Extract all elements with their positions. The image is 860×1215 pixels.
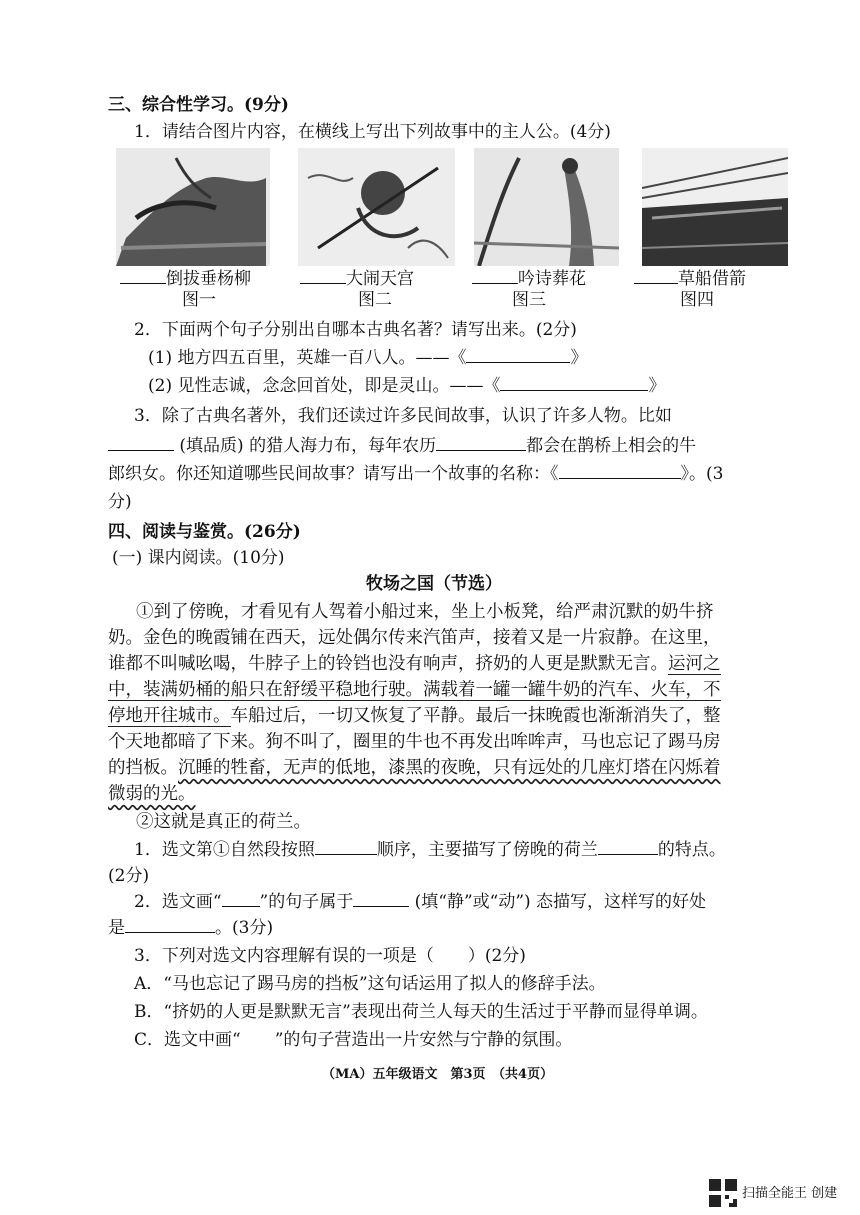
option-b: B．“挤奶的人更是默默无言”表现出荷兰人每天的生活过于平静而显得单调。 (134, 1002, 708, 1022)
answer-blank[interactable] (108, 436, 174, 451)
picture-2 (298, 148, 455, 266)
question-3-3-line2: (填品质) 的猎人海力布，每年农历 都会在鹊桥上相会的牛 (108, 434, 696, 458)
passage-line: 中，装满奶桶的船只在舒缓平稳地行驶。满载着一罐一罐牛奶的汽车、火车，不 (108, 680, 721, 700)
illustration-monkey-king-icon (298, 148, 455, 266)
caption-1-label: 图一 (182, 290, 216, 310)
reading-question-2-line2: 是 。(3分) (108, 918, 274, 938)
passage-line: 微弱的光。 (108, 784, 196, 804)
reading-question-3: 3．下列对选文内容理解有误的一项是（ ）(2分) (134, 946, 526, 966)
answer-blank[interactable] (559, 464, 681, 479)
passage-line: 个天地都暗了下来。狗不叫了，圈里的牛也不再发出哞哞声，马也忘记了踢马房 (108, 732, 721, 752)
reading-question-1-score: (2分) (108, 866, 150, 886)
illustration-burying-flowers-icon (474, 148, 619, 266)
caption-2: 大闹天宫 (300, 268, 414, 290)
question-3-3-line4: 分) (108, 492, 132, 512)
question-3-2: 2．下面两个句子分别出自哪本古典名著？请写出来。(2分) (134, 320, 577, 340)
caption-1: 倒拔垂杨柳 (120, 268, 251, 290)
answer-blank[interactable] (353, 892, 409, 907)
picture-1 (116, 148, 270, 266)
subsection-heading: (一) 课内阅读。(10分) (112, 548, 285, 568)
caption-2-label: 图二 (358, 290, 392, 310)
answer-blank[interactable] (598, 840, 658, 855)
question-3-1: 1．请结合图片内容，在横线上写出下列故事中的主人公。(4分) (134, 122, 611, 142)
answer-blank[interactable] (315, 840, 377, 855)
reading-question-1: 1．选文第①自然段按照 顺序，主要描写了傍晚的荷兰 的特点。 (134, 840, 726, 860)
illustration-straw-boats-icon (642, 148, 788, 266)
scanner-watermark: 扫描全能王 创建 (742, 1186, 838, 1201)
reading-question-2: 2．选文画“ ”的句子属于 (填“静”或“动”) 态描写，这样写的好处 (134, 892, 707, 912)
qr-code-icon (709, 1179, 737, 1207)
picture-3 (474, 148, 619, 266)
option-a: A．“马也忘记了踢马房的挡板”这句话运用了拟人的修辞手法。 (134, 974, 606, 994)
section-4-heading: 四、阅读与鉴赏。(26分) (108, 522, 301, 542)
caption-3-label: 图三 (512, 290, 546, 310)
answer-blank[interactable] (466, 348, 570, 363)
picture-4 (642, 148, 788, 266)
caption-4: 草船借箭 (634, 268, 746, 290)
question-3-2-1: (1) 地方四五百里，英雄一百八人。——《 》 (148, 348, 588, 368)
answer-blank[interactable] (436, 436, 526, 451)
page-footer: （MA）五年级语文 第3页 （共4页） (322, 1067, 554, 1082)
passage-line: ②这就是真正的荷兰。 (136, 812, 311, 832)
question-3-3-line1: 3．除了古典名著外，我们还读过许多民间故事，认识了许多人物。比如 (134, 406, 672, 426)
question-3-2-2: (2) 见性志诚，念念回首处，即是灵山。——《 》 (148, 376, 666, 396)
caption-3: 吟诗葬花 (472, 268, 586, 290)
illustration-willow-icon (116, 148, 270, 266)
passage-line: 奶。金色的晚霞铺在西天，远处偶尔传来汽笛声，接着又是一片寂静。在这里， (108, 628, 721, 648)
section-3-heading: 三、综合性学习。(9分) (108, 95, 289, 115)
passage-title: 牧场之国（节选） (366, 574, 502, 594)
passage-line: ①到了傍晚，才看见有人驾着小船过来，坐上小板凳，给严肃沉默的奶牛挤 (136, 602, 714, 622)
passage-line: 谁都不叫喊吆喝，牛脖子上的铃铛也没有响声，挤奶的人更是默默无言。运河之 (108, 654, 721, 674)
caption-4-label: 图四 (680, 290, 714, 310)
answer-blank[interactable] (222, 892, 260, 907)
question-3-3-line3: 郎织女。你还知道哪些民间故事？请写出一个故事的名称：《 》。(3 (108, 464, 724, 484)
answer-blank[interactable] (500, 376, 648, 391)
answer-blank[interactable] (125, 918, 215, 933)
passage-line: 停地开往城市。车船过后，一切又恢复了平静。最后一抹晚霞也渐渐消失了，整 (108, 706, 721, 726)
option-c: C．选文中画“ ”的句子营造出一片安然与宁静的氛围。 (134, 1030, 573, 1050)
passage-line: 的挡板。沉睡的牲畜，无声的低地，漆黑的夜晚，只有远处的几座灯塔在闪烁着 (108, 758, 721, 778)
